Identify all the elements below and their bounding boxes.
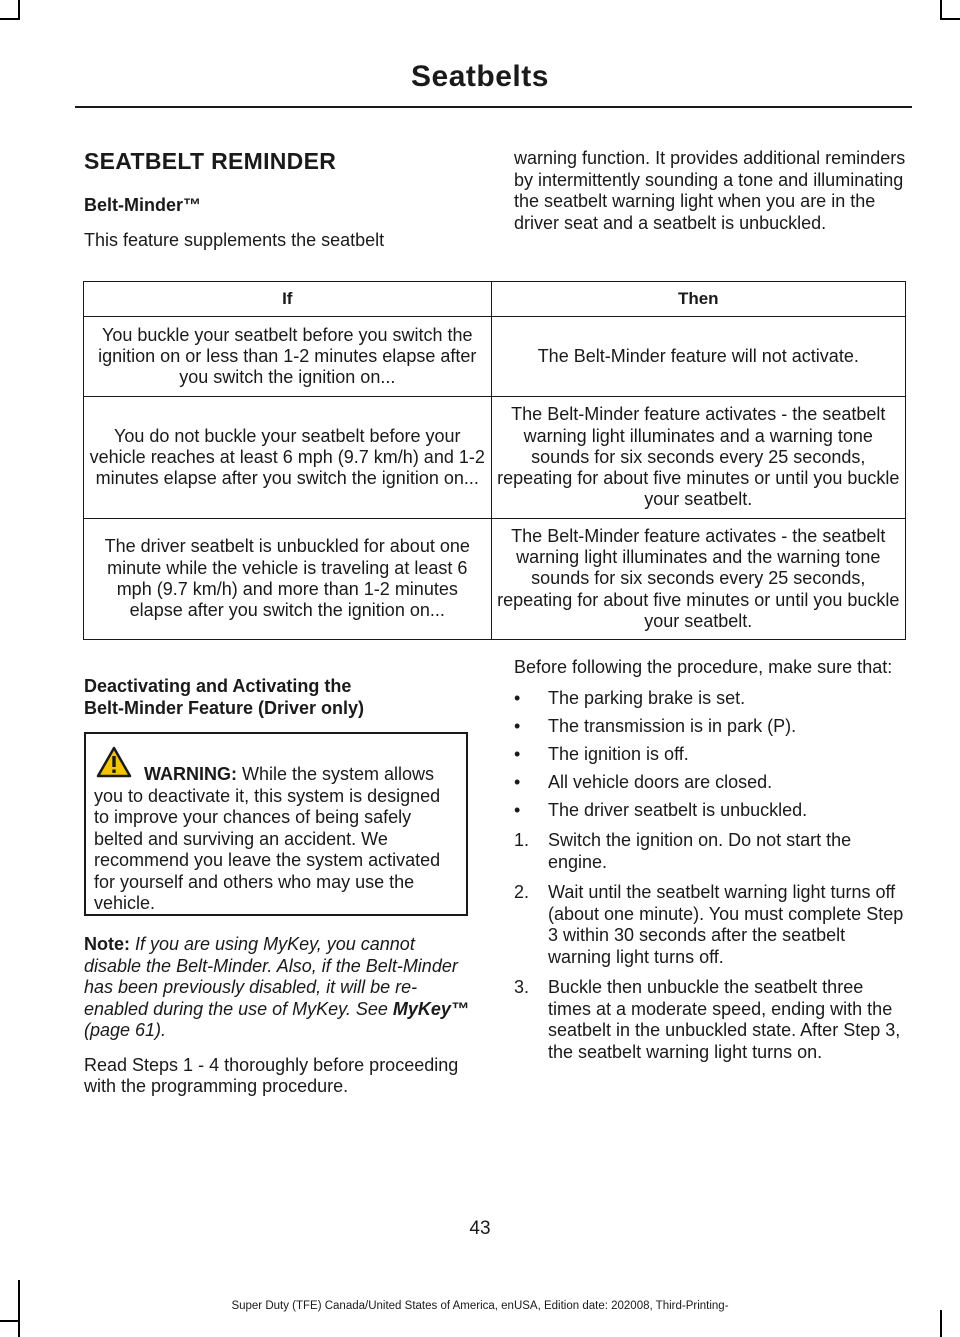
- step-text: Switch the ignition on. Do not start the engine.: [548, 830, 852, 872]
- note-text: [84, 934, 472, 1042]
- list-item: [514, 882, 908, 968]
- deactivate-title-line2: Belt-Minder Feature (Driver only): [84, 697, 365, 718]
- table-cell-if: You buckle your seatbelt before you switch the ignition on or less than 1-2 minutes elapse after you switch the ignition on...: [84, 317, 492, 397]
- table-cell-then: The Belt-Minder feature activates - the seatbelt warning light illuminates and a warning tone sounds for six seconds every 25 seconds, repeating for about five minutes or until you buckle your seatbelt.: [491, 397, 905, 519]
- crop-mark: [942, 18, 960, 20]
- list-item: • All vehicle doors are closed.: [514, 771, 773, 792]
- list-item: [514, 830, 908, 873]
- procedure-intro: Before following the procedure, make sure that:: [514, 657, 893, 677]
- warning-box: [84, 732, 468, 916]
- page-header-title: Seatbelts: [411, 60, 549, 93]
- warning-triangle-icon: [96, 746, 132, 778]
- note-block: [84, 934, 472, 1098]
- table-header-row: [84, 282, 906, 317]
- note-page-ref: (page 61).: [84, 1020, 167, 1040]
- table-cell-if: The driver seatbelt is unbuckled for about one minute while the vehicle is traveling at least 6 mph (9.7 km/h) and more than 1-2 minutes elapse after you switch the ignition on...: [84, 519, 492, 640]
- warning-text: [94, 764, 460, 915]
- step-list: [514, 830, 908, 1063]
- if-then-table: [83, 281, 906, 640]
- warning-body: While the system allows you to deactivate it, this system is designed to improve your chances of being safely belted and surviving an accident. We recommend you leave the system activated for yourself and others who may use the vehicle.: [94, 764, 441, 913]
- crop-mark: [940, 0, 942, 20]
- precondition-list: [514, 688, 908, 822]
- crop-mark: [18, 0, 20, 20]
- list-item: • The parking brake is set.: [514, 687, 746, 708]
- section-title: SEATBELT REMINDER: [84, 148, 337, 174]
- bullet-marker: •: [514, 687, 521, 708]
- table-row: [84, 397, 906, 519]
- list-item: • The ignition is off.: [514, 743, 689, 764]
- table-cell-if: You do not buckle your seatbelt before your vehicle reaches at least 6 mph (9.7 km/h) and 1-2 minutes elapse after you switch the ignition on...: [84, 397, 492, 519]
- section-subtitle: Belt-Minder™: [84, 195, 201, 215]
- list-item: • The driver seatbelt is unbuckled.: [514, 799, 808, 820]
- table-header-if: If: [84, 282, 492, 317]
- section-intro-right: [514, 148, 908, 234]
- list-item: • The transmission is in park (P).: [514, 715, 797, 736]
- header-divider: [75, 106, 912, 108]
- section-intro-left: [84, 148, 472, 252]
- deactivate-title-line1: Deactivating and Activating the: [84, 676, 352, 696]
- page-number: 43: [469, 1218, 491, 1239]
- read-steps-text: Read Steps 1 - 4 thoroughly before proceeding with the programming procedure.: [84, 1054, 459, 1096]
- step-number: 1.: [514, 830, 530, 850]
- mykey-link[interactable]: MyKey™: [392, 998, 469, 1019]
- crop-mark: [940, 1310, 942, 1337]
- intro-text-right: warning function. It provides additional reminders by intermittently sounding a tone and illuminating the seatbelt warning light when you are in the driver seat and a seatbelt is unbuckled.: [514, 148, 906, 233]
- list-item: [514, 977, 908, 1063]
- table-header-then: Then: [491, 282, 905, 317]
- table-cell-then: The Belt-Minder feature activates - the seatbelt warning light illuminates and the warning tone sounds for six seconds every 25 seconds, repeating for about five minutes or until you buckle your seatbelt.: [491, 519, 905, 640]
- bullet-marker: •: [514, 715, 521, 736]
- table-row: [84, 519, 906, 640]
- table-cell-then: The Belt-Minder feature will not activate.: [491, 317, 905, 397]
- note-body: If you are using MyKey, you cannot disable the Belt-Minder. Also, if the Belt-Minder has been previously disabled, it will be re-enabled during the use of MyKey. See: [84, 934, 458, 1019]
- footer-text: Super Duty (TFE) Canada/United States of America, enUSA, Edition date: 202008, Third-Printing-: [231, 1300, 729, 1312]
- bullet-marker: •: [514, 743, 521, 764]
- procedure-block: [514, 657, 908, 1063]
- warning-label: WARNING:: [144, 764, 237, 784]
- step-number: 3.: [514, 977, 530, 997]
- bullet-marker: •: [514, 771, 521, 792]
- crop-mark: [0, 1320, 18, 1322]
- note-label: Note:: [84, 934, 130, 954]
- crop-mark: [0, 18, 18, 20]
- deactivate-heading: [84, 676, 472, 719]
- intro-text-left: This feature supplements the seatbelt: [84, 230, 385, 250]
- table-row: [84, 317, 906, 397]
- bullet-marker: •: [514, 799, 521, 820]
- step-text: Buckle then unbuckle the seatbelt three times at a moderate speed, ending with the seatbelt in the unbuckled state. After Step 3, the seatbelt warning light turns on.: [548, 977, 901, 1062]
- step-text: Wait until the seatbelt warning light turns off (about one minute). You must complete Step 3 within 30 seconds after the seatbelt warning light turns off.: [548, 882, 904, 967]
- step-number: 2.: [514, 882, 530, 902]
